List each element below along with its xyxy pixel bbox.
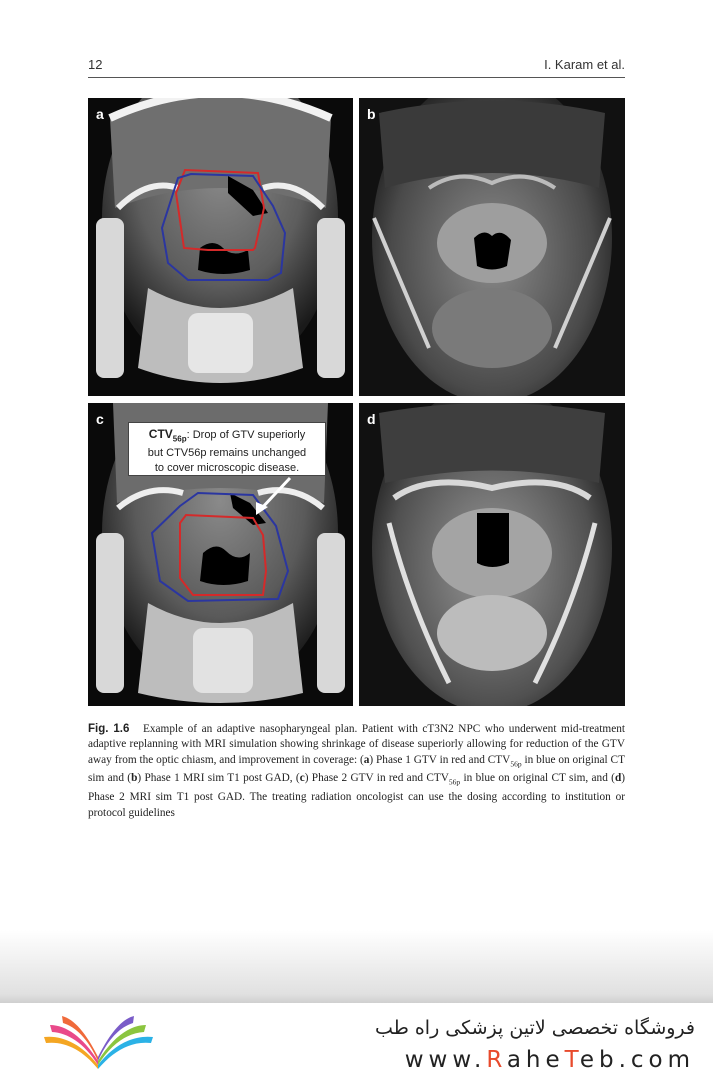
footer-shadow [0, 930, 713, 1005]
figure-panel-b [359, 98, 625, 396]
caption-text-3: in blue on original CT sim and ( [88, 753, 625, 785]
caption-ref-b: b [131, 772, 138, 785]
ct-image-phase1 [88, 98, 353, 396]
callout-line2: but CTV56p remains unchanged [147, 447, 307, 460]
footer-banner [0, 1003, 713, 1080]
url-t: T [564, 1047, 580, 1073]
shop-url[interactable] [405, 1047, 695, 1073]
open-book-logo-icon [36, 1013, 161, 1075]
figure-panel-c [88, 403, 353, 706]
panel-label-a: a [96, 106, 104, 122]
annotation-callout [128, 422, 326, 476]
caption-text-5: ) Phase 2 GTV in red and CTV [304, 772, 449, 785]
shop-name: فروشگاه تخصصی لاتین پزشکی راه طب [375, 1017, 695, 1039]
caption-ref-c: c [299, 772, 305, 785]
page-header [88, 55, 625, 78]
callout-line3: to cover microscopic disease. [154, 462, 300, 475]
caption-text-7: ) Phase 2 MRI sim T1 post GAD. The treating radiation oncologist can use the dosing according to institution or protocol guidelines [88, 772, 626, 819]
url-suffix: .com [618, 1047, 695, 1073]
panel-label-c: c [96, 411, 104, 427]
figure-panel-a [88, 98, 353, 396]
callout-line1: : Drop of GTV superiorly [186, 429, 306, 441]
caption-ref-d: d [614, 772, 622, 785]
caption-text-4: ) Phase 1 MRI sim T1 post GAD, ( [137, 772, 300, 785]
figure-label: Fig. 1.6 [88, 723, 130, 735]
figure-caption [88, 722, 625, 821]
caption-ref-a: a [363, 753, 370, 766]
figure-panel-d [359, 403, 625, 706]
caption-text-6: in blue on original CT sim, and ( [460, 772, 615, 785]
callout-ctv: CTV [148, 427, 173, 441]
running-head: I. Karam et al. [544, 57, 625, 72]
page-number: 12 [88, 57, 103, 72]
callout-ctv-sub: 56p [172, 434, 187, 444]
url-mid1: ahe [506, 1047, 565, 1073]
caption-text-1: Example of an adaptive nasopharyngeal plan. Patient with cT3N2 NPC who underwent mid-treatment adaptive replanning with MRI simulation showing shrinkage of disease superiorly allowing for reduction of the GTV away from the optic chiasm, and improvement in coverage: ( [88, 723, 626, 766]
panel-label-b: b [367, 106, 376, 122]
caption-sub-2: 56p [448, 777, 461, 787]
url-mid2: eb [579, 1047, 619, 1073]
mri-image-phase2 [359, 403, 625, 706]
url-r: R [486, 1047, 507, 1073]
mri-image-phase1 [359, 98, 625, 396]
caption-text-2: ) Phase 1 GTV in red and CTV [369, 753, 511, 766]
panel-label-d: d [367, 411, 376, 427]
url-prefix: www. [404, 1047, 487, 1073]
caption-sub-1: 56p [510, 759, 522, 769]
